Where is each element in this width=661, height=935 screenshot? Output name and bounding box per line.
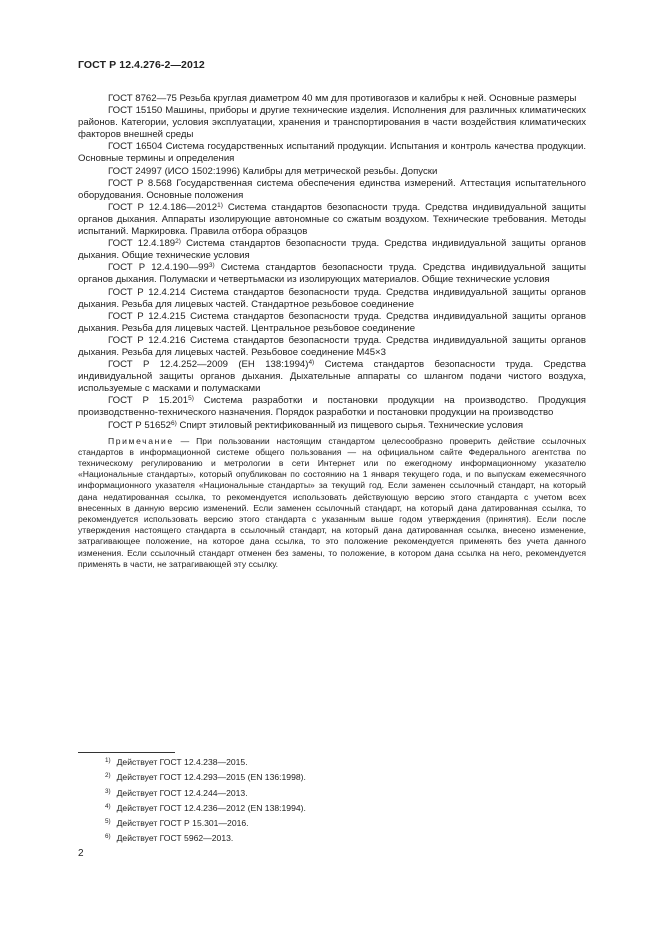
footnote-mark: 4) (308, 359, 315, 367)
footnote-mark: 2) (175, 238, 181, 246)
reference-item: ГОСТ Р 12.4.186—2012$^{1)}$ Система стандартов безопасности труда. Средства индивидуальной защиты органов дыхания. Аппараты изолирующие автономные со сжатым воздухом. Технические требования. Методы испытаний. Маркировка. Правила отбора образцов (78, 201, 586, 238)
footnote-item: $^{1)}$ Действует ГОСТ 12.4.238—2015. (105, 757, 248, 767)
note-paragraph (78, 436, 586, 570)
reference-item: ГОСТ Р 12.4.215 Система стандартов безопасности труда. Средства индивидуальной защиты органов дыхания. Резьба для лицевых частей. Центральное резьбовое соединение (78, 310, 586, 334)
reference-item: ГОСТ Р 12.4.214 Система стандартов безопасности труда. Средства индивидуальной защиты органов дыхания. Резьба для лицевых частей. Стандартное резьбовое соединение (78, 286, 586, 310)
footnotes-list (105, 755, 505, 847)
footnote-mark: 5) (188, 395, 194, 403)
footnote-divider (78, 752, 175, 753)
reference-item: ГОСТ Р 15.201$^{5)}$ Система разработки и постановки продукции на производство. Продукция производственно-технического назначения. Порядок разработки и постановки продукции на производство (78, 395, 586, 419)
page-number: 2 (78, 848, 84, 859)
reference-item: ГОСТ 16504 Система государственных испытаний продукции. Испытания и контроль качества продукции. Основные термины и определения (78, 141, 586, 165)
reference-item: ГОСТ 15150 Машины, приборы и другие технические изделия. Исполнения для различных климатических районов. Категории, условия эксплуатации, хранения и транспортирования в части воздействия климатических факторов внешней среды (78, 105, 586, 141)
reference-item: ГОСТ Р 12.4.190—99$^{3)}$ Система стандартов безопасности труда. Средства индивидуальной защиты органов дыхания. Полумаски и четвертьмаски из изолирующих материалов. Общие технические условия (78, 262, 586, 286)
reference-item: ГОСТ Р 8.568 Государственная система обеспечения единства измерений. Аттестация испытательного оборудования. Основные положения (78, 177, 586, 201)
references-list (78, 93, 586, 579)
note-label: Примечание (108, 435, 174, 446)
reference-item: ГОСТ Р 12.4.216 Система стандартов безопасности труда. Средства индивидуальной защиты органов дыхания. Резьба для лицевых частей. Резьбовое соединение M45×3 (78, 334, 586, 358)
note-text: — При пользовании настоящим стандартом целесообразно проверить действие ссылочных стандартов в информационной системе общего пользования — на официальном сайте Федерального агентства по техническому регулированию и метрологии в сети Интернет или по ежегодному информационному указателю «Национальные стандарты», который опубликован по состоянию на 1 января текущего года, и по выпускам ежемесячного информационного указателя «Национальные стандарты» за текущий год. Если заменен ссылочный стандарт, на который дана недатированная ссылка, то рекомендуется использовать действующую версию этого стандарта с учетом всех внесенных в данную версию изменений. Если заменен ссылочный стандарт, на который дана датированная ссылка, то рекомендуется использовать версию этого стандарта с указанным выше годом утверждения (принятия). Если после утверждения настоящего стандарта в ссылочный стандарт, на который дана датированная ссылка, внесено изменение, затрагивающее положение, на которое дана ссылка, то это положение рекомендуется применять без учета данного изменения. Если ссылочный стандарт отменен без замены, то положение, в котором дана ссылка на него, рекомендуется применять в части, не затрагивающей эту ссылку. (78, 435, 586, 569)
reference-item: ГОСТ 8762—75 Резьба круглая диаметром 40 мм для противогазов и калибры к ней. Основные размеры (108, 93, 577, 104)
page-header: ГОСТ Р 12.4.276-2—2012 (78, 59, 205, 71)
reference-item: ГОСТ Р 51652$^{6)}$ Спирт этиловый ректификованный из пищевого сырья. Технические условия (108, 419, 524, 431)
footnote-item: $^{2)}$ Действует ГОСТ 12.4.293—2015 (EN 136:1998). (105, 772, 306, 783)
footnote-item: $^{3)}$ Действует ГОСТ 12.4.244—2013. (105, 787, 248, 798)
footnote-item: $^{4)}$ Действует ГОСТ 12.4.236—2012 (EN 138:1994). (105, 802, 306, 813)
footnote-item: $^{5)}$ Действует ГОСТ Р 15.301—2016. (105, 818, 249, 829)
footnote-mark: 6) (171, 419, 177, 427)
reference-item: ГОСТ 24997 (ИСО 1502:1996) Калибры для метрической резьбы. Допуски (108, 165, 438, 177)
reference-item: ГОСТ Р 12.4.252—2009 (ЕН 138:1994)$^{4)}$ Система стандартов безопасности труда. Средства индивидуальной защиты органов дыхания. Дыхательные аппараты со шлангом подачи чистого воздуха, используемые с масками и полумасками (78, 359, 586, 395)
footnote-item: $^{6)}$ Действует ГОСТ 5962—2013. (105, 833, 234, 844)
footnote-mark: 1) (217, 201, 223, 209)
reference-item: ГОСТ 12.4.189$^{2)}$ Система стандартов безопасности труда. Средства индивидуальной защиты органов дыхания. Общие технические условия (78, 238, 586, 262)
footnote-mark: 3) (208, 262, 215, 270)
